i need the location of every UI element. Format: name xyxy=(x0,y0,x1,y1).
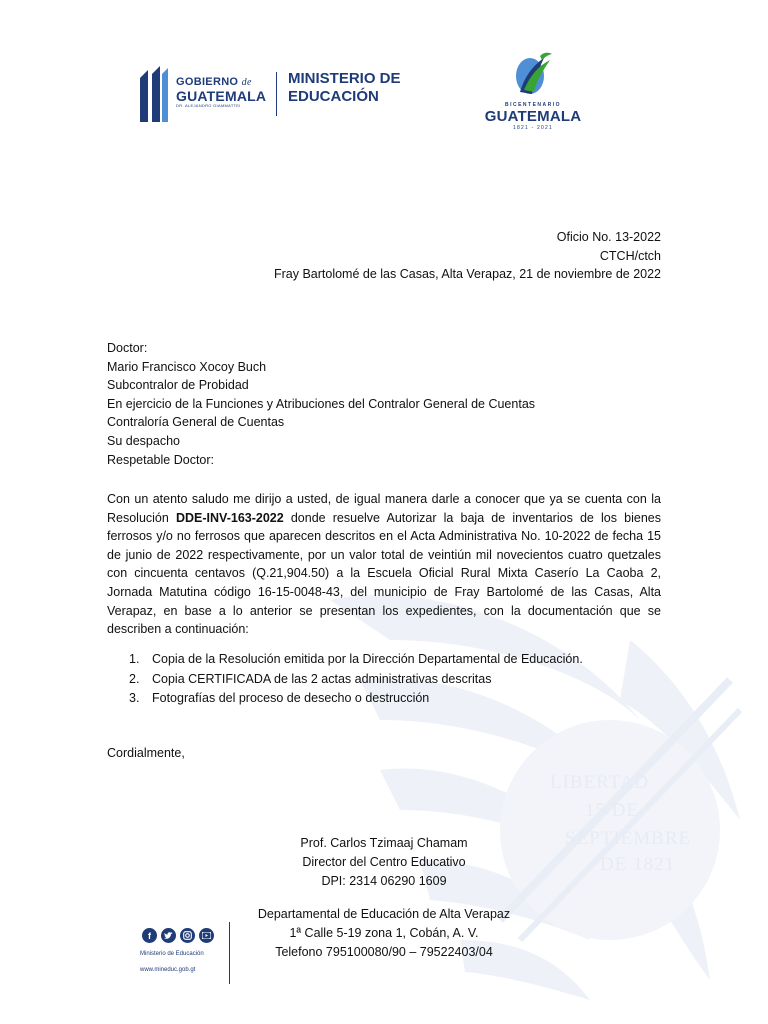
recipient-role: En ejercicio de la Funciones y Atribuciones del Contralor General de Cuentas xyxy=(107,396,536,411)
list-item xyxy=(107,689,583,709)
closing: Cordialmente, xyxy=(107,746,185,760)
recipient-block xyxy=(107,339,535,469)
watermark-text-1: LIBERTAD xyxy=(550,772,650,793)
signer-name: Prof. Carlos Tzimaaj Chamam xyxy=(300,836,468,850)
place-date: Fray Bartolomé de las Casas, Alta Verapaz, 21 de noviembre de 2022 xyxy=(273,267,661,281)
document-list xyxy=(107,650,583,709)
reference-block xyxy=(274,228,661,284)
recipient-name: Mario Francisco Xocoy Buch xyxy=(107,359,267,374)
department-block xyxy=(224,905,544,962)
bicentenario-small: BICENTENARIO xyxy=(504,102,562,108)
department-line1: Departamental de Educación de Alta Verapaz xyxy=(257,907,511,921)
body-paragraph xyxy=(107,490,661,639)
list-item-text: Copia CERTIFICADA de las 2 actas administrativas descritas xyxy=(152,671,492,686)
ministerio-line1: MINISTERIO DE xyxy=(288,70,401,87)
list-item xyxy=(107,670,583,690)
header-divider xyxy=(276,72,277,116)
department-line2: 1ª Calle 5-19 zona 1, Cobán, A. V. xyxy=(289,926,479,940)
instagram-icon[interactable] xyxy=(180,928,195,943)
watermark-text-3: SEPTIEMBRE xyxy=(565,828,692,849)
quetzal-emblem-icon xyxy=(510,50,554,98)
signer-dpi: DPI: 2314 06290 1609 xyxy=(321,874,447,888)
oficio-number: Oficio No. 13-2022 xyxy=(556,230,661,244)
gobierno-line1: GOBIERNO xyxy=(176,76,239,88)
youtube-icon[interactable] xyxy=(199,928,214,943)
twitter-icon[interactable] xyxy=(161,928,176,943)
body-part2: donde resuelve Autorizar la baja de inventarios de los bienes ferrosos y/o no ferrosos que aparecen descritos en el Acta Administrativa No. 10-2022 de fecha 15 de junio de 2022 respectivamente, por un valor total de veintiún mil novecientos cuatro quetzales con cincuenta centavos (Q.21,904.50) a la Escuela Oficial Rural Mixta Caserío La Caoba 2, Jornada Matutina código 16-15-0048-43, del municipio de Fray Bartolomé de las Casas, Alta Verapaz, en base a lo anterior se presentan los expedientes, con la documentación que se describen a continuación: xyxy=(107,510,661,637)
gobierno-de: de xyxy=(241,77,252,88)
facebook-icon[interactable]: f xyxy=(142,928,157,943)
resolution-number: DDE-INV-163-2022 xyxy=(176,510,284,525)
list-item-number: 1. xyxy=(129,652,140,666)
list-item-text: Copia de la Resolución emitida por la Dirección Departamental de Educación. xyxy=(152,652,583,666)
gobierno-text xyxy=(176,76,272,109)
gobierno-line3: DR. ALEJANDRO GIAMMATTEI xyxy=(176,103,241,108)
social-footer xyxy=(140,928,230,973)
list-item-number: 2. xyxy=(129,671,140,686)
bicentenario-big: GUATEMALA xyxy=(484,108,582,125)
list-item-number: 3. xyxy=(129,691,140,705)
gobierno-stripes-icon xyxy=(138,64,168,122)
initials: CTCH/ctch xyxy=(599,248,661,263)
ministerio-text xyxy=(288,70,401,106)
recipient-title: Doctor: xyxy=(107,341,148,355)
watermark-text-4: DE 1821 xyxy=(600,854,676,875)
list-item-text: Fotografías del proceso de desecho o destrucción xyxy=(152,691,430,705)
watermark-text-2: 15 DE xyxy=(585,800,640,821)
recipient-position: Subcontralor de Probidad xyxy=(107,378,249,393)
recipient-institution: Contraloría General de Cuentas xyxy=(107,415,285,430)
list-item xyxy=(107,650,583,670)
recipient-office: Su despacho xyxy=(107,433,180,448)
gobierno-ministerio-logo xyxy=(138,62,418,124)
signature-block xyxy=(244,834,524,891)
bicentenario-logo xyxy=(484,50,582,134)
salutation: Respetable Doctor: xyxy=(107,452,215,467)
signer-position: Director del Centro Educativo xyxy=(302,855,466,869)
bicentenario-years: 1821 - 2021 xyxy=(513,125,553,131)
footer-divider xyxy=(229,922,230,984)
department-line3: Telefono 795100080/90 – 79522403/04 xyxy=(275,945,493,959)
body-part1: Con un atento saludo me dirijo a usted, de igual manera darle a conocer que ya se cuenta con la Resolución xyxy=(107,492,661,525)
footer-url[interactable]: www.mineduc.gob.gt xyxy=(140,967,196,973)
gobierno-line2: GUATEMALA xyxy=(176,88,267,104)
ministerio-line2: EDUCACIÓN xyxy=(288,88,379,105)
social-icons xyxy=(142,928,230,943)
footer-label: Ministerio de Educación xyxy=(140,951,204,957)
